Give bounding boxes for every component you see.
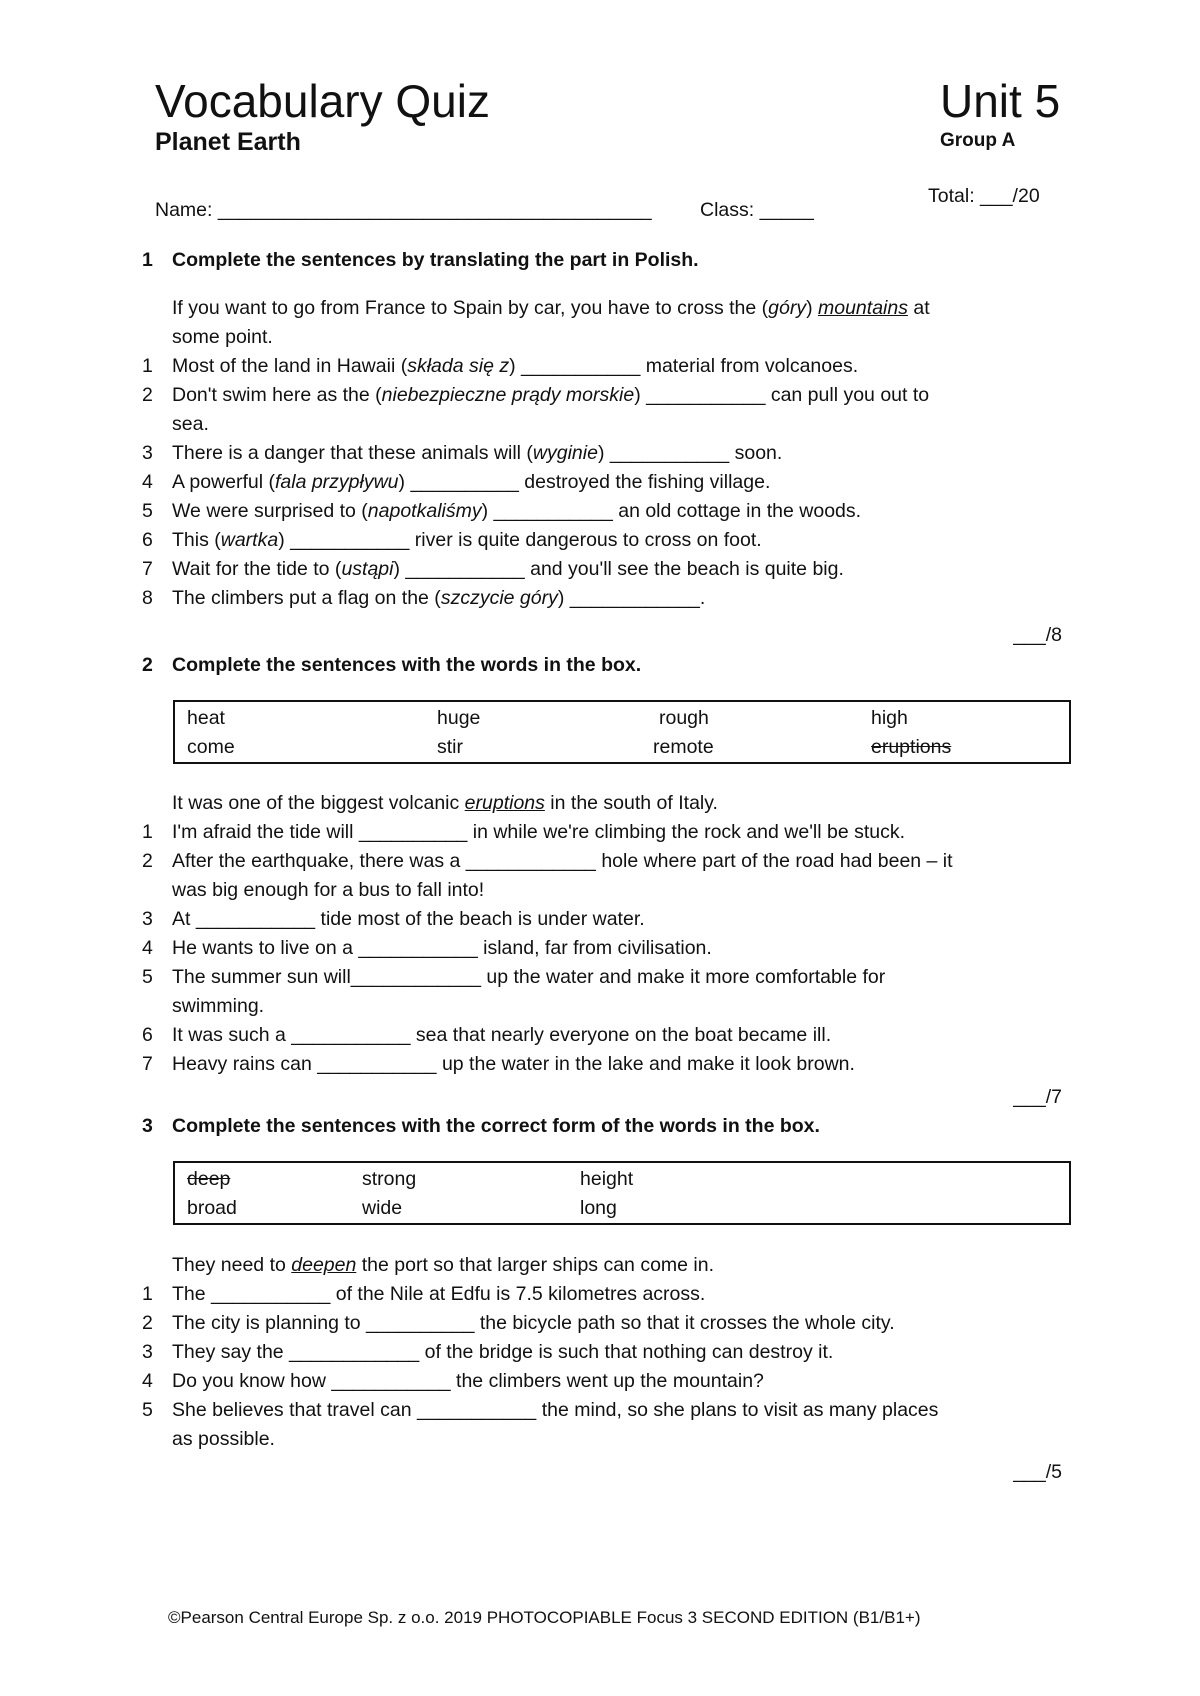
section-number: 3 [142, 1115, 153, 1137]
section-instruction: Complete the sentences by translating the part in Polish. [172, 249, 699, 271]
total-score: Total: ___/20 [928, 185, 1040, 207]
question-text: He wants to live on a ___________ island, far from civilisation. [172, 937, 712, 959]
word-box-item: remote [653, 736, 714, 758]
question-number: 1 [142, 355, 153, 377]
section-instruction: Complete the sentences with the correct form of the words in the box. [172, 1115, 820, 1137]
question-number: 5 [142, 500, 153, 522]
question-number: 8 [142, 587, 153, 609]
copyright-footer: ©Pearson Central Europe Sp. z o.o. 2019 PHOTOCOPIABLE Focus 3 SECOND EDITION (B1/B1+) [168, 1608, 921, 1627]
question-number: 3 [142, 908, 153, 930]
question-number: 1 [142, 1283, 153, 1305]
question-number: 7 [142, 1053, 153, 1075]
section-score: ___/7 [1013, 1086, 1062, 1108]
word-box-item: heat [187, 707, 225, 729]
question-text: This (wartka) ___________ river is quite dangerous to cross on foot. [172, 529, 762, 551]
question-text: There is a danger that these animals will (wyginie) ___________ soon. [172, 442, 783, 464]
group-label: Group A [940, 130, 1016, 151]
question-number: 2 [142, 850, 153, 872]
question-text: She believes that travel can ___________ the mind, so she plans to visit as many places [172, 1399, 939, 1421]
question-text: Heavy rains can ___________ up the water in the lake and make it look brown. [172, 1053, 855, 1075]
section-number: 2 [142, 654, 153, 676]
example-sentence-cont: some point. [172, 326, 273, 348]
question-text: At ___________ tide most of the beach is under water. [172, 908, 645, 930]
question-text-cont: as possible. [172, 1428, 275, 1450]
section-score: ___/8 [1013, 624, 1062, 646]
question-text: Do you know how ___________ the climbers went up the mountain? [172, 1370, 764, 1392]
question-number: 3 [142, 442, 153, 464]
unit-label: Unit 5 [940, 75, 1061, 127]
example-answer: eruptions [464, 792, 545, 814]
page-subtitle: Planet Earth [155, 128, 301, 156]
word-box-item-used: deep [187, 1168, 231, 1190]
section-score: ___/5 [1013, 1461, 1062, 1483]
question-text: We were surprised to (napotkaliśmy) ___________ an old cottage in the woods. [172, 500, 862, 522]
question-text: The summer sun will____________ up the water and make it more comfortable for [172, 966, 886, 988]
question-text: A powerful (fala przypływu) __________ destroyed the fishing village. [172, 471, 771, 493]
word-box-item: long [580, 1197, 617, 1219]
question-number: 7 [142, 558, 153, 580]
example-answer: deepen [291, 1254, 357, 1276]
word-box [173, 1161, 1071, 1225]
word-box-item: huge [437, 707, 481, 729]
word-box-item: rough [659, 707, 709, 729]
name-field[interactable]: Name: ________________________________________ [155, 199, 652, 221]
question-number: 4 [142, 471, 153, 493]
class-field[interactable]: Class: _____ [700, 199, 814, 221]
question-text: The climbers put a flag on the (szczycie góry) ____________. [172, 587, 706, 609]
page-title: Vocabulary Quiz [155, 75, 490, 127]
question-number: 5 [142, 1399, 153, 1421]
question-number: 4 [142, 1370, 153, 1392]
question-text: Wait for the tide to (ustąpi) ___________ and you'll see the beach is quite big. [172, 558, 844, 580]
word-box-item: strong [362, 1168, 417, 1190]
question-text: Don't swim here as the (niebezpieczne prądy morskie) ___________ can pull you out to [172, 384, 930, 406]
section-instruction: Complete the sentences with the words in the box. [172, 654, 642, 676]
example-sentence: If you want to go from France to Spain by car, you have to cross the (góry) mountains at [172, 297, 930, 319]
question-text: It was such a ___________ sea that nearly everyone on the boat became ill. [172, 1024, 832, 1046]
word-box-item: wide [362, 1197, 403, 1219]
question-text: The ___________ of the Nile at Edfu is 7.5 kilometres across. [172, 1283, 706, 1305]
word-box-item: broad [187, 1197, 237, 1219]
word-box-item: come [187, 736, 235, 758]
question-text: The city is planning to __________ the bicycle path so that it crosses the whole city. [172, 1312, 895, 1334]
question-number: 6 [142, 1024, 153, 1046]
question-text: After the earthquake, there was a ____________ hole where part of the road had been – it [172, 850, 953, 872]
question-number: 1 [142, 821, 153, 843]
section-number: 1 [142, 249, 153, 271]
question-number: 2 [142, 1312, 153, 1334]
word-box-item: high [871, 707, 908, 729]
example-answer: mountains [818, 297, 908, 319]
question-text-cont: swimming. [172, 995, 265, 1017]
question-number: 2 [142, 384, 153, 406]
example-sentence: It was one of the biggest volcanic eruptions in the south of Italy. [172, 792, 718, 814]
word-box-item-used: eruptions [871, 736, 952, 758]
question-text-cont: sea. [172, 413, 209, 435]
question-text: Most of the land in Hawaii (składa się z) ___________ material from volcanoes. [172, 355, 859, 377]
question-text: They say the ____________ of the bridge is such that nothing can destroy it. [172, 1341, 834, 1363]
word-box-item: height [580, 1168, 634, 1190]
question-number: 5 [142, 966, 153, 988]
example-sentence: They need to deepen the port so that larger ships can come in. [172, 1254, 715, 1276]
question-text: I'm afraid the tide will __________ in while we're climbing the rock and we'll be stuck. [172, 821, 906, 843]
question-number: 4 [142, 937, 153, 959]
question-number: 3 [142, 1341, 153, 1363]
question-text-cont: was big enough for a bus to fall into! [172, 879, 485, 901]
word-box-item: stir [437, 736, 463, 758]
question-number: 6 [142, 529, 153, 551]
word-box [173, 700, 1071, 764]
